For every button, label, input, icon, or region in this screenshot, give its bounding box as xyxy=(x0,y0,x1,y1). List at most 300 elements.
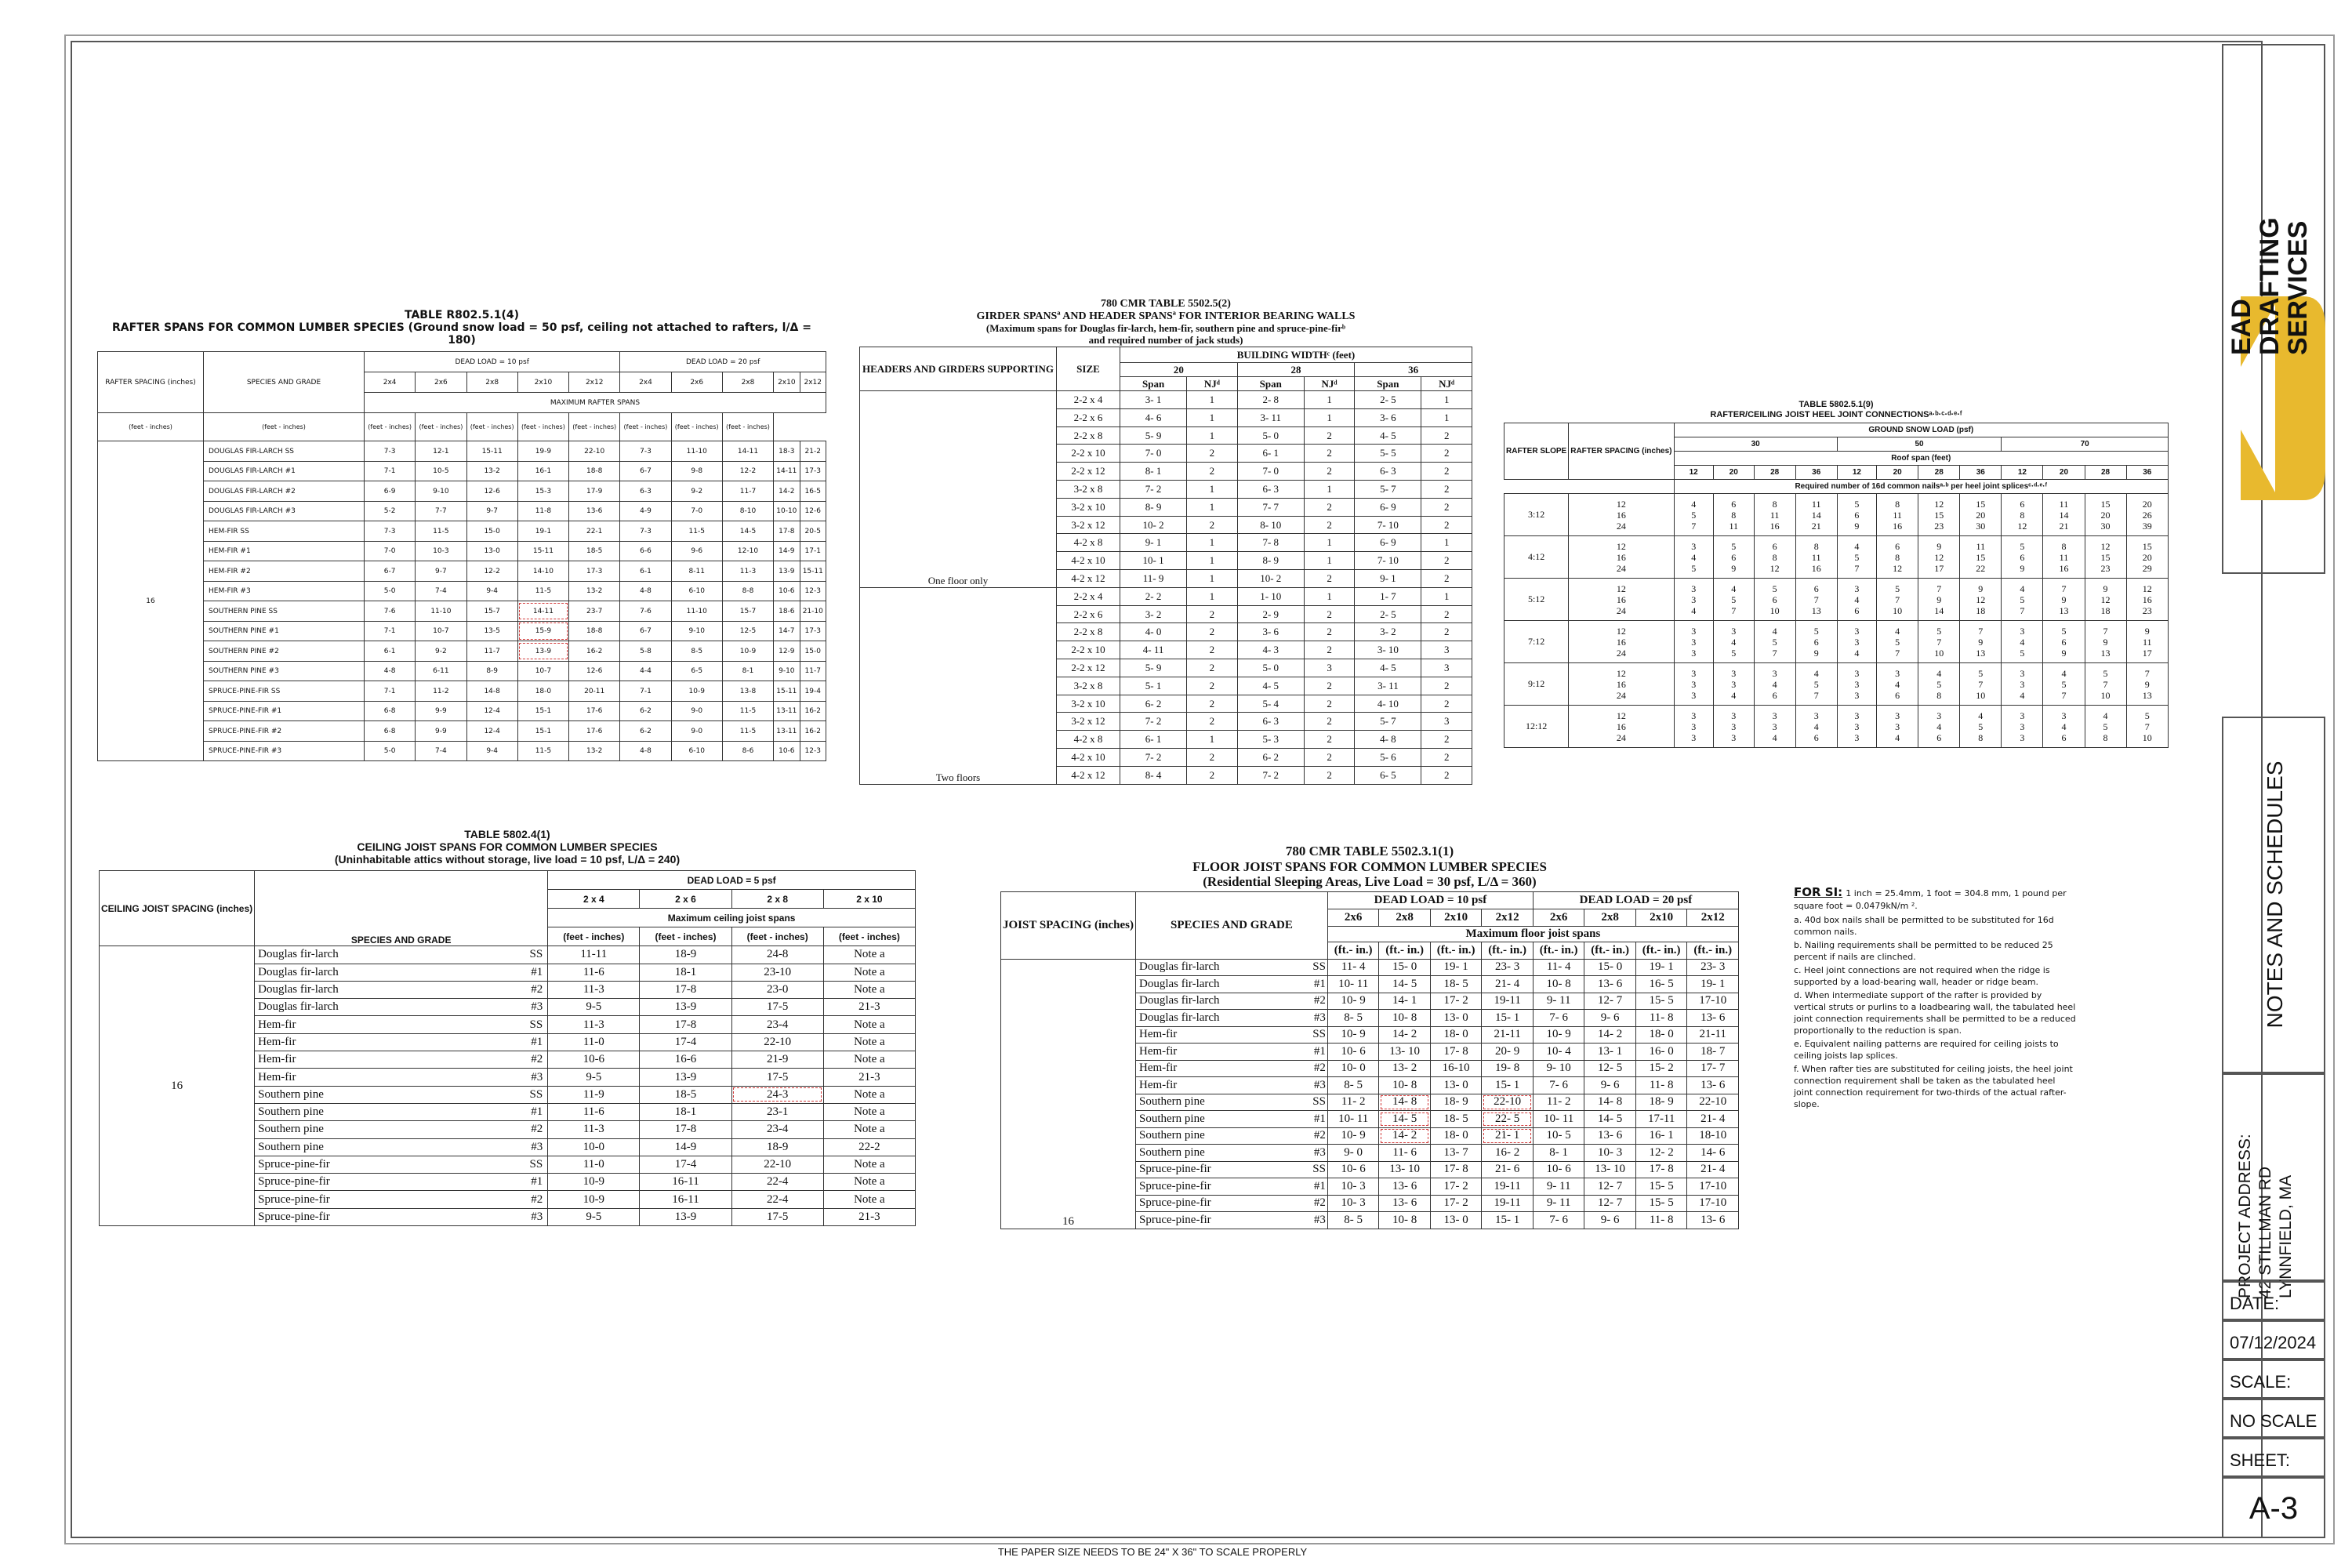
table-row xyxy=(1504,536,2169,579)
ceiling-span-cell: 23-4 xyxy=(731,1016,823,1033)
floor-span-cell: 13- 6 xyxy=(1584,1127,1636,1145)
girder-cell: 4- 10 xyxy=(1355,695,1421,713)
ceiling-span-cell: Note a xyxy=(823,1121,915,1138)
girder-cell: 1 xyxy=(1187,481,1237,499)
girder-cell: 2-2 x 4 xyxy=(1057,587,1120,605)
floor-span-cell: 19-11 xyxy=(1482,993,1534,1010)
girder-cell: 8- 9 xyxy=(1120,498,1187,516)
ceiling-grade-cell: SS xyxy=(493,1156,548,1173)
heel-nail-value: 3 xyxy=(1854,583,1860,594)
heel-nail-cell xyxy=(1837,536,1876,579)
girder-cell: 2 xyxy=(1187,659,1237,677)
girder-cell: 6- 2 xyxy=(1237,749,1304,767)
heel-nail-value: 3 xyxy=(1731,731,1737,743)
heel-span-value: 20 xyxy=(1877,466,1918,480)
heel-slope-cell: 12:12 xyxy=(1504,706,1569,748)
heel-nail-value: 30 xyxy=(2100,520,2111,532)
floor-span-cell: 13- 7 xyxy=(1430,1145,1482,1162)
date-value: 07/12/2024 xyxy=(2222,1320,2325,1359)
heel-nail-value: 10 xyxy=(2100,689,2111,701)
rafter-span-cell: 7-4 xyxy=(416,581,466,601)
girder-cell: 1 xyxy=(1187,552,1237,570)
floor-species-cell: Hem-fir xyxy=(1135,1044,1296,1061)
girder-cell: 1 xyxy=(1187,498,1237,516)
heel-nail-value: 4 xyxy=(2061,667,2067,679)
girder-cell: 2 xyxy=(1421,426,1472,445)
ceiling-species-cell: Spruce-pine-fir xyxy=(255,1156,493,1173)
heel-nail-value: 5 xyxy=(1895,583,1900,594)
scale-label: SCALE: xyxy=(2222,1359,2325,1399)
heel-nail-value: 7 xyxy=(1691,520,1697,532)
table-row xyxy=(1504,579,2169,621)
heel-nail-value: 4 xyxy=(2103,710,2108,721)
girder-cell: 6- 2 xyxy=(1120,695,1187,713)
floor-span-cell: 9- 10 xyxy=(1533,1060,1584,1077)
heel-nail-cell xyxy=(1674,579,1713,621)
heel-nail-value: 7 xyxy=(1813,689,1819,701)
girder-cell: 1 xyxy=(1421,391,1472,409)
ceiling-span-cell: 23-4 xyxy=(731,1121,823,1138)
girder-cell: 4- 0 xyxy=(1120,623,1187,641)
rafter-span-cell: 17-3 xyxy=(800,621,826,641)
girder-cell: 3- 6 xyxy=(1355,408,1421,426)
heel-spacing-value: 16 xyxy=(1616,593,1626,605)
floor-span-cell: 9- 11 xyxy=(1533,1195,1584,1212)
floor-span-cell: 11- 8 xyxy=(1635,1212,1687,1229)
ceiling-joist-table xyxy=(99,870,916,1226)
heel-nail-value: 4 xyxy=(1895,678,1900,690)
girder-cell: 10- 2 xyxy=(1237,570,1304,588)
heel-nail-cell xyxy=(2043,579,2085,621)
floor-species-cell: Southern pine xyxy=(1135,1111,1296,1128)
floor-span-cell: 17- 2 xyxy=(1430,1178,1482,1196)
rafter-span-cell: 8-1 xyxy=(722,661,773,681)
heel-nail-value: 9 xyxy=(1978,583,1984,594)
project-address-label: PROJECT ADDRESS: xyxy=(2236,1134,2254,1298)
ceiling-span-cell: 9-5 xyxy=(548,999,640,1016)
heel-nail-value: 6 xyxy=(1895,689,1900,701)
heel-spacing-header: RAFTER SPACING (inches) xyxy=(1569,423,1674,480)
heel-nail-value: 7 xyxy=(1978,625,1984,637)
girder-cell: 3-2 x 12 xyxy=(1057,713,1120,731)
ceiling-species-cell: Hem-fir xyxy=(255,1016,493,1033)
floor-span-cell: 9- 6 xyxy=(1584,1212,1636,1229)
heel-nail-value: 3 xyxy=(1731,667,1737,679)
girder-span-header: Span xyxy=(1237,377,1304,391)
floor-span-cell: 9- 6 xyxy=(1584,1077,1636,1094)
girder-cell: 2 xyxy=(1304,605,1354,623)
rafter-span-cell: 6-1 xyxy=(620,561,671,582)
ceiling-grade-cell: #2 xyxy=(493,1121,548,1138)
heel-nail-value: 16 xyxy=(2059,562,2069,574)
floor-span-cell: 18- 7 xyxy=(1687,1044,1739,1061)
heel-nail-cell xyxy=(1674,621,1713,663)
heel-snow-value: 50 xyxy=(1837,437,2002,452)
girder-cell: 2- 2 xyxy=(1120,587,1187,605)
heel-nail-value: 10 xyxy=(2142,731,2152,743)
floor-span-cell: 21- 4 xyxy=(1687,1161,1739,1178)
heel-nail-value: 10 xyxy=(1934,647,1944,659)
rafter-span-cell: 4-9 xyxy=(620,501,671,521)
girder-cell: 3 xyxy=(1421,659,1472,677)
girder-cell: 3-2 x 12 xyxy=(1057,516,1120,534)
ceiling-grade-cell: SS xyxy=(493,1016,548,1033)
rafter-span-cell: 8-10 xyxy=(722,501,773,521)
floor-span-cell: 10- 4 xyxy=(1533,1044,1584,1061)
heel-nail-value: 6 xyxy=(1731,498,1737,510)
girder-cell: 2 xyxy=(1187,766,1237,784)
floor-span-cell: 9- 6 xyxy=(1584,1010,1636,1027)
floor-size-header: 2x12 xyxy=(1482,909,1534,926)
girder-cell: 3- 2 xyxy=(1120,605,1187,623)
heel-nail-value: 3 xyxy=(1936,710,1942,721)
heel-nail-value: 12 xyxy=(2100,540,2111,552)
floor-size-header: 2x8 xyxy=(1584,909,1636,926)
project-address-line1: 42 STILLMAN RD xyxy=(2256,1166,2274,1298)
ceiling-span-cell: 17-5 xyxy=(731,999,823,1016)
ceiling-unit-header: (feet - inches) xyxy=(640,927,731,946)
floor-grade-cell: #2 xyxy=(1297,993,1328,1010)
rafter-unit-header: (feet - inches) xyxy=(671,413,722,441)
rafter-span-cell: 12-5 xyxy=(722,621,773,641)
girder-cell: 2 xyxy=(1421,731,1472,749)
girder-cell: 2 xyxy=(1421,445,1472,463)
rafter-span-cell: 6-2 xyxy=(620,701,671,721)
footnote-item: c. Heel joint connections are not required when the ridge is supported by a load-bearing wall, header or ridge beam. xyxy=(1794,965,2050,987)
heel-nail-cell xyxy=(2085,536,2126,579)
heel-nail-value: 5 xyxy=(2020,647,2025,659)
ceiling-span-cell: 24-3 xyxy=(731,1086,823,1103)
rafter-span-cell: 6-3 xyxy=(620,481,671,502)
girder-cell: 5- 7 xyxy=(1355,481,1421,499)
girder-cell: 5- 4 xyxy=(1237,695,1304,713)
rafter-span-cell: 16-2 xyxy=(569,641,620,662)
rafter-span-cell: 7-3 xyxy=(620,521,671,542)
ceiling-span-cell: 17-8 xyxy=(640,1016,731,1033)
heel-nail-value: 11 xyxy=(1811,498,1821,510)
heel-nail-cell xyxy=(1713,536,1754,579)
floor-span-cell: 10- 6 xyxy=(1533,1161,1584,1178)
floor-span-cell: 15- 0 xyxy=(1379,959,1431,976)
rafter-span-cell: 13-5 xyxy=(466,621,517,641)
footnote-item: e. Equivalent nailing patterns are required for ceiling joists to ceiling joists lap splices. xyxy=(1794,1039,2059,1061)
rafter-spacing-header: RAFTER SPACING (inches) xyxy=(98,352,204,413)
ceiling-size-header: 2 x 8 xyxy=(731,890,823,909)
floor-dead10-header: DEAD LOAD = 10 psf xyxy=(1327,891,1533,909)
heel-nail-value: 4 xyxy=(1731,583,1737,594)
heel-nail-value: 3 xyxy=(1691,689,1697,701)
heel-nail-value: 8 xyxy=(1731,509,1737,521)
footnote-item: f. When rafter ties are substituted for ceiling joists, the heel joint connection requirement shall be taken as the tabulated heel joint connection requirement for two-thirds of the actual rafter-slope. xyxy=(1794,1064,2073,1109)
girder-cell: 3- 2 xyxy=(1355,623,1421,641)
ceiling-grade-cell: #2 xyxy=(493,1051,548,1069)
heel-nail-cell xyxy=(1837,579,1876,621)
girder-cell: 2 xyxy=(1304,641,1354,659)
ceiling-span-cell: Note a xyxy=(823,964,915,981)
heel-nail-value: 7 xyxy=(2103,625,2108,637)
heel-nail-cell xyxy=(1713,621,1754,663)
floor-span-cell: 13- 6 xyxy=(1379,1195,1431,1212)
floor-span-cell: 15- 5 xyxy=(1635,1178,1687,1196)
floor-unit-header: (ft.- in.) xyxy=(1327,942,1379,959)
floor-span-cell: 13- 0 xyxy=(1430,1077,1482,1094)
girder-cell: 4- 5 xyxy=(1355,659,1421,677)
rafter-span-cell: 12-10 xyxy=(722,541,773,561)
rafter-span-cell: 13-0 xyxy=(466,541,517,561)
girder-cell: 8- 1 xyxy=(1120,463,1187,481)
notes-heading: FOR SI: xyxy=(1794,885,1843,899)
girder-cell: 2 xyxy=(1304,766,1354,784)
heel-nail-value: 6 xyxy=(2061,636,2067,648)
heel-nail-value: 17 xyxy=(2142,647,2152,659)
heel-nail-value: 3 xyxy=(1854,710,1860,721)
rafter-span-cell: 7-3 xyxy=(365,521,416,542)
rafter-span-cell: 11-5 xyxy=(671,521,722,542)
floor-span-cell: 10- 8 xyxy=(1379,1010,1431,1027)
heel-nail-cell xyxy=(2126,663,2168,706)
floor-span-cell: 16-10 xyxy=(1430,1060,1482,1077)
rafter-span-cell: 6-10 xyxy=(671,581,722,601)
floor-span-cell: 19- 1 xyxy=(1430,959,1482,976)
heel-nail-value: 5 xyxy=(1813,625,1819,637)
floor-grade-cell: SS xyxy=(1297,1161,1328,1178)
heel-nail-cell xyxy=(1960,579,2002,621)
ceiling-spacing-header: CEILING JOIST SPACING (inches) xyxy=(100,871,255,946)
floor-span-cell: 10- 11 xyxy=(1533,1111,1584,1128)
heel-nail-value: 5 xyxy=(1936,625,1942,637)
heel-nail-value: 12 xyxy=(1934,551,1944,563)
floor-span-cell: 18- 5 xyxy=(1430,976,1482,993)
project-address xyxy=(2235,1094,2306,1298)
floor-span-cell: 17-10 xyxy=(1687,993,1739,1010)
girder-cell: 6- 3 xyxy=(1355,463,1421,481)
sheet-number: A-3 xyxy=(2222,1477,2325,1538)
ceiling-span-cell: 17-5 xyxy=(731,1069,823,1086)
girder-cell: 2-2 x 10 xyxy=(1057,445,1120,463)
floor-span-cell: 8- 5 xyxy=(1327,1077,1379,1094)
floor-size-header: 2x10 xyxy=(1635,909,1687,926)
rafter-span-cell: 11-7 xyxy=(800,661,826,681)
footnote-item: a. 40d box nails shall be permitted to be substituted for 16d common nails. xyxy=(1794,915,2054,937)
girder-cell: 3- 6 xyxy=(1237,623,1304,641)
girder-group-label: Two floors xyxy=(860,587,1057,784)
heel-nail-value: 20 xyxy=(2142,498,2152,510)
rafter-span-cell: 11-5 xyxy=(722,701,773,721)
heel-nail-cell xyxy=(1795,663,1837,706)
ceiling-span-cell: 22-4 xyxy=(731,1191,823,1208)
floor-span-cell: 19- 8 xyxy=(1482,1060,1534,1077)
heel-nail-value: 39 xyxy=(2142,520,2152,532)
floor-span-cell: 10- 5 xyxy=(1533,1127,1584,1145)
rafter-species-cell: SPRUCE-PINE-FIR SS xyxy=(204,681,365,702)
rafter-max-header: MAXIMUM RAFTER SPANS xyxy=(365,393,826,413)
floor-span-cell: 21-11 xyxy=(1687,1026,1739,1044)
heel-nail-value: 4 xyxy=(1691,498,1697,510)
rafter-span-cell: 21-10 xyxy=(800,601,826,622)
floor-span-cell: 16- 1 xyxy=(1635,1127,1687,1145)
heel-nail-cell xyxy=(1918,706,1960,748)
girder-cell: 5- 6 xyxy=(1355,749,1421,767)
floor-span-cell: 19-11 xyxy=(1482,1178,1534,1196)
ceiling-span-cell: 11-11 xyxy=(548,946,640,964)
heel-nail-value: 3 xyxy=(1691,647,1697,659)
floor-span-cell: 10- 8 xyxy=(1379,1212,1431,1229)
floor-span-cell: 13- 6 xyxy=(1687,1010,1739,1027)
heel-nail-value: 3 xyxy=(2020,678,2025,690)
heel-nail-value: 11 xyxy=(2143,636,2152,648)
girder-cell: 3 xyxy=(1421,713,1472,731)
heel-nail-value: 5 xyxy=(1731,647,1737,659)
girder-cell: 1 xyxy=(1304,534,1354,552)
rafter-span-cell: 11-5 xyxy=(416,521,466,542)
girder-cell: 4-2 x 10 xyxy=(1057,552,1120,570)
ceiling-span-cell: 21-3 xyxy=(823,999,915,1016)
heel-nail-value: 8 xyxy=(2103,731,2108,743)
heel-joint-table xyxy=(1504,423,2169,748)
heel-nail-value: 7 xyxy=(1854,562,1860,574)
floor-span-cell: 9- 11 xyxy=(1533,1178,1584,1196)
heel-nail-cell xyxy=(1960,621,2002,663)
rafter-span-cell: 9-4 xyxy=(466,581,517,601)
rafter-span-cell: 5-8 xyxy=(620,641,671,662)
heel-nail-cell xyxy=(1960,536,2002,579)
rafter-span-cell: 17-6 xyxy=(569,721,620,742)
footnotes xyxy=(1794,886,2076,1110)
heel-nail-value: 9 xyxy=(2020,562,2025,574)
heel-nail-cell xyxy=(1795,494,1837,536)
floor-span-cell: 15- 5 xyxy=(1635,993,1687,1010)
girder-cell: 2 xyxy=(1304,570,1354,588)
rafter-span-cell: 17-6 xyxy=(569,701,620,721)
heel-span-value: 36 xyxy=(2126,466,2168,480)
sheet-title: NOTES AND SCHEDULES xyxy=(2263,760,2287,1029)
heel-spacing-cell xyxy=(1569,536,1674,579)
girder-cell: 1 xyxy=(1304,408,1354,426)
floor-span-cell: 19- 1 xyxy=(1635,959,1687,976)
girder-cell: 2 xyxy=(1187,605,1237,623)
rafter-span-cell: 6-2 xyxy=(620,721,671,742)
heel-nail-value: 5 xyxy=(2061,678,2067,690)
heel-snow-value: 70 xyxy=(2002,437,2169,452)
heel-nail-cell xyxy=(1754,621,1795,663)
ceiling-unit-header: (feet - inches) xyxy=(548,927,640,946)
floor-span-cell: 10- 3 xyxy=(1327,1195,1379,1212)
rafter-span-cell: 17-8 xyxy=(774,521,800,542)
girder-cell: 2 xyxy=(1421,570,1472,588)
ceiling-span-cell: 23-0 xyxy=(731,981,823,998)
heel-nail-value: 4 xyxy=(2020,583,2025,594)
floor-span-cell: 23- 3 xyxy=(1687,959,1739,976)
heel-nail-value: 3 xyxy=(1731,720,1737,732)
rafter-species-cell: HEM-FIR #3 xyxy=(204,581,365,601)
girder-cell: 2 xyxy=(1421,552,1472,570)
rafter-span-cell: 6-10 xyxy=(671,741,722,761)
heel-nail-value: 3 xyxy=(1731,710,1737,721)
company-name-line1: EAD xyxy=(2227,299,2256,355)
heel-nail-value: 3 xyxy=(2020,667,2025,679)
rafter-span-cell: 8-9 xyxy=(466,661,517,681)
heel-nail-cell xyxy=(2126,621,2168,663)
floor-span-cell: 13- 10 xyxy=(1379,1044,1431,1061)
floor-span-cell: 17- 2 xyxy=(1430,993,1482,1010)
girder-cell: 8- 10 xyxy=(1237,516,1304,534)
heel-nail-value: 4 xyxy=(1978,710,1984,721)
heel-nail-cell xyxy=(1713,494,1754,536)
rafter-span-cell: 8-6 xyxy=(722,741,773,761)
rafter-span-cell: 5-0 xyxy=(365,741,416,761)
notes-si: 1 inch = 25.4mm, 1 foot = 304.8 mm, 1 pound per square foot = 0.0479kN/m ². xyxy=(1794,888,2067,911)
girder-cell: 5- 3 xyxy=(1237,731,1304,749)
floor-span-cell: 12- 7 xyxy=(1584,1195,1636,1212)
heel-nail-value: 5 xyxy=(1691,509,1697,521)
floor-span-cell: 10- 8 xyxy=(1379,1077,1431,1094)
heel-nail-value: 7 xyxy=(1813,593,1819,605)
heel-table-title: RAFTER/CEILING JOIST HEEL JOINT CONNECTIONSᵃ·ᵇ·ᶜ·ᵈ·ᵉ·ᶠ xyxy=(1710,409,1962,419)
floor-span-cell: 11- 8 xyxy=(1635,1077,1687,1094)
ceiling-species-cell: Southern pine xyxy=(255,1138,493,1156)
rafter-species-cell: SOUTHERN PINE #3 xyxy=(204,661,365,681)
rafter-span-cell: 9-9 xyxy=(416,721,466,742)
ceiling-span-cell: 10-6 xyxy=(548,1051,640,1069)
rafter-span-cell: 15-11 xyxy=(466,441,517,462)
heel-nail-cell xyxy=(1877,706,1918,748)
girder-cell: 6- 9 xyxy=(1355,534,1421,552)
rafter-span-cell: 12-2 xyxy=(466,561,517,582)
rafter-span-cell: 7-6 xyxy=(620,601,671,622)
heel-nail-value: 7 xyxy=(1895,593,1900,605)
ceiling-span-cell: Note a xyxy=(823,1086,915,1103)
heel-nail-value: 17 xyxy=(1934,562,1944,574)
girder-width-value: 28 xyxy=(1237,363,1355,377)
heel-nail-value: 7 xyxy=(2061,583,2067,594)
table-row xyxy=(860,587,1472,605)
rafter-unit-header: (feet - inches) xyxy=(466,413,517,441)
heel-nail-value: 6 xyxy=(1895,540,1900,552)
girder-cell: 3- 10 xyxy=(1355,641,1421,659)
rafter-span-cell: 15-3 xyxy=(517,481,568,502)
heel-nail-value: 7 xyxy=(1772,647,1777,659)
ceiling-species-cell: Southern pine xyxy=(255,1086,493,1103)
heel-spacing-value: 12 xyxy=(1616,667,1626,679)
rafter-span-cell: 12-6 xyxy=(466,481,517,502)
girder-cell: 4- 5 xyxy=(1355,426,1421,445)
girder-cell: 4-2 x 10 xyxy=(1057,749,1120,767)
girder-cell: 2-2 x 8 xyxy=(1057,623,1120,641)
girder-cell: 2 xyxy=(1304,695,1354,713)
girder-cell: 7- 10 xyxy=(1355,552,1421,570)
floor-span-cell: 15- 1 xyxy=(1482,1212,1534,1229)
heel-nail-value: 3 xyxy=(1772,710,1777,721)
girder-cell: 7- 2 xyxy=(1120,749,1187,767)
heel-nail-cell xyxy=(2085,706,2126,748)
heel-nail-value: 9 xyxy=(1731,562,1737,574)
heel-nail-cell xyxy=(1918,494,1960,536)
heel-nail-cell xyxy=(1960,663,2002,706)
table-row xyxy=(98,461,826,481)
ceiling-span-cell: 23-1 xyxy=(731,1103,823,1120)
drawing-border xyxy=(71,41,2263,1538)
rafter-span-cell: 5-0 xyxy=(365,581,416,601)
floor-span-cell: 10- 8 xyxy=(1533,976,1584,993)
ceiling-span-cell: 17-8 xyxy=(640,1121,731,1138)
heel-nail-value: 21 xyxy=(1811,520,1821,532)
girder-cell: 9- 1 xyxy=(1120,534,1187,552)
rafter-span-cell: 14-9 xyxy=(774,541,800,561)
heel-nail-value: 5 xyxy=(1978,720,1984,732)
rafter-span-cell: 15-11 xyxy=(774,681,800,702)
heel-span-value: 12 xyxy=(1837,466,1876,480)
girder-cell: 3- 11 xyxy=(1237,408,1304,426)
